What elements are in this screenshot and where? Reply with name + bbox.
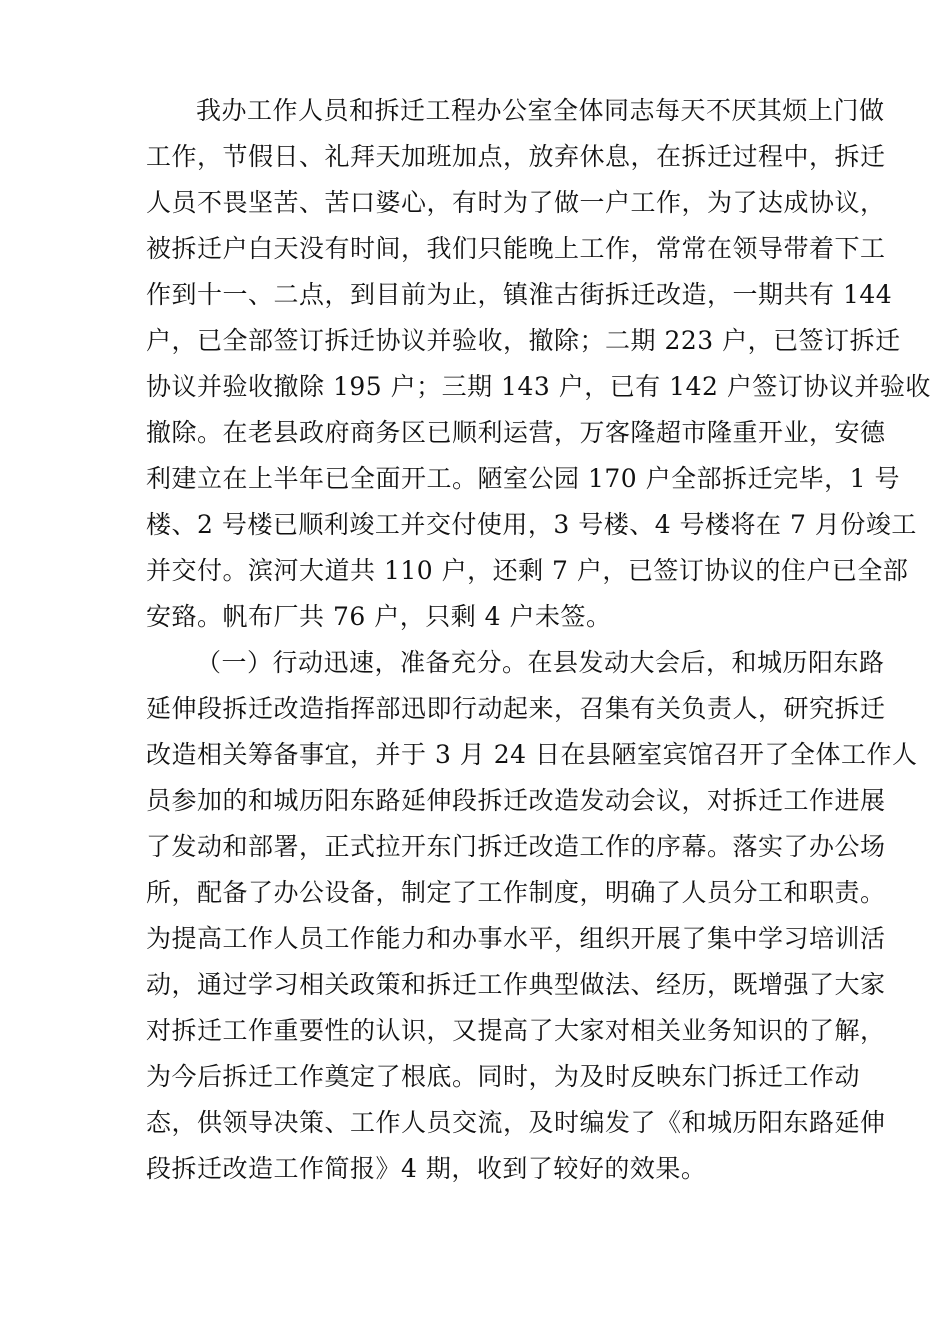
text-line: 人员不畏坚苦、苦口婆心，有时为了做一户工作，为了达成协议， [146, 188, 886, 217]
text-line: 对拆迁工作重要性的认识，又提高了大家对相关业务知识的了解， [146, 1016, 886, 1045]
text-line: 作到十一、二点，到目前为止，镇淮古街拆迁改造，一期共有 144 [146, 280, 893, 309]
text-line: 态，供领导决策、工作人员交流，及时编发了《和城历阳东路延伸 [146, 1108, 886, 1137]
text-line: 协议并验收撤除 195 户；三期 143 户，已有 142 户签订协议并验收 [146, 372, 931, 401]
text-line: 工作，节假日、礼拜天加班加点，放弃休息，在拆迁过程中，拆迁 [146, 142, 886, 171]
text-line: 段拆迁改造工作简报》4 期，收到了较好的效果。 [146, 1154, 707, 1183]
text-line: 为提高工作人员工作能力和办事水平，组织开展了集中学习培训活 [146, 924, 886, 953]
document-body [146, 88, 931, 1192]
text-line: 安臵。帆布厂共 76 户，只剩 4 户未签。 [146, 602, 612, 631]
text-line: 延伸段拆迁改造指挥部迅即行动起来，召集有关负责人，研究拆迁 [146, 694, 886, 723]
text-line: 户，已全部签订拆迁协议并验收，撤除；二期 223 户，已签订拆迁 [146, 326, 901, 355]
text-line: 利建立在上半年已全面开工。陋室公园 170 户全部拆迁完毕，1 号 [146, 464, 900, 493]
paragraph-2 [146, 640, 918, 1192]
text-line: 我办工作人员和拆迁工程办公室全体同志每天不厌其烦上门做 [196, 96, 885, 125]
text-line: 动，通过学习相关政策和拆迁工作典型做法、经历，既增强了大家 [146, 970, 886, 999]
text-line: 员参加的和城历阳东路延伸段拆迁改造发动会议，对拆迁工作进展 [146, 786, 886, 815]
text-line: （一）行动迅速，准备充分。在县发动大会后，和城历阳东路 [196, 648, 885, 677]
text-line: 楼、2 号楼已顺利竣工并交付使用，3 号楼、4 号楼将在 7 月份竣工 [146, 510, 917, 539]
text-line: 所，配备了办公设备，制定了工作制度，明确了人员分工和职责。 [146, 878, 886, 907]
text-line: 被拆迁户白天没有时间，我们只能晚上工作，常常在领导带着下工 [146, 234, 886, 263]
text-line: 为今后拆迁工作奠定了根底。同时，为及时反映东门拆迁工作动 [146, 1062, 861, 1091]
paragraph-1 [146, 88, 931, 640]
text-line: 撤除。在老县政府商务区已顺利运营，万客隆超市隆重开业，安德 [146, 418, 886, 447]
text-line: 了发动和部署，正式拉开东门拆迁改造工作的序幕。落实了办公场 [146, 832, 886, 861]
text-line: 并交付。滨河大道共 110 户，还剩 7 户，已签订协议的住户已全部 [146, 556, 909, 585]
text-line: 改造相关筹备事宜，并于 3 月 24 日在县陋室宾馆召开了全体工作人 [146, 740, 918, 769]
